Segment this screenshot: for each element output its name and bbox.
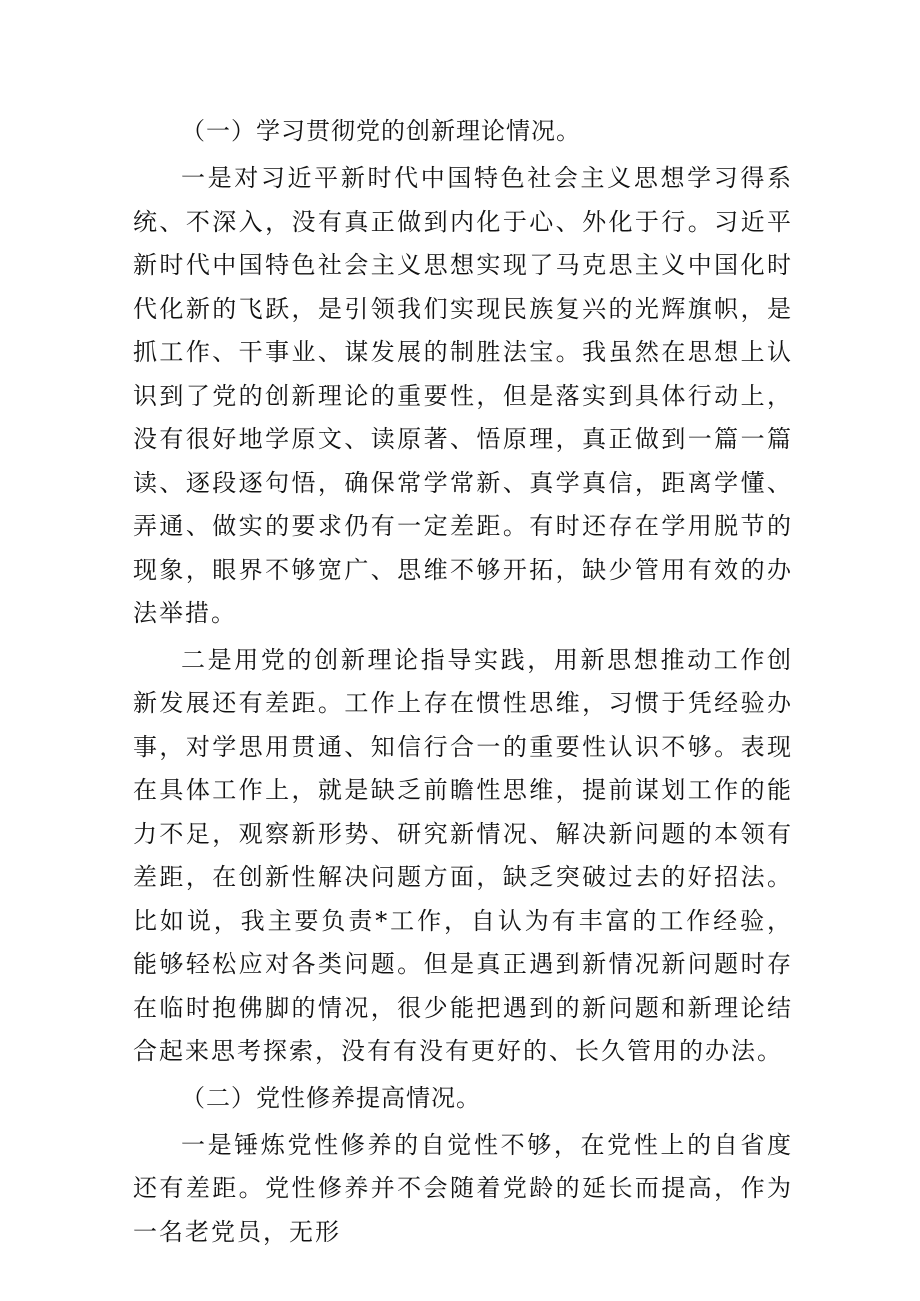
- section-heading-2: （二）党性修养提高情况。: [181, 1083, 481, 1112]
- document-page: [133, 110, 793, 1257]
- section-heading-1: （一）学习贯彻党的创新理论情况。: [181, 117, 581, 145]
- paragraph-3: 一是锤炼党性修养的自觉性不够，在党性上的自省度还有差距。党性修养并不会随着党龄的延长而提高，作为一名老党员，无形: [133, 1130, 793, 1246]
- paragraph-1: 一是对习近平新时代中国特色社会主义思想学习得系统、不深入，没有真正做到内化于心、外化于行。习近平新时代中国特色社会主义思想实现了马克思主义中国化时代化新的飞跃，是引领我们实现民族复兴的光辉旗帜，是抓工作、干事业、谋发展的制胜法宝。我虽然在思想上认识到了党的创新理论的重要性，但是落实到具体行动上，没有很好地学原文、读原著、悟原理，真正做到一篇一篇读、逐段逐句悟，确保常学常新、真学真信，距离学懂、弄通、做实的要求仍有一定差距。有时还存在学用脱节的现象，眼界不够宽广、思维不够开拓，缺少管用有效的办法举措。: [133, 164, 793, 627]
- paragraph-2: 二是用党的创新理论指导实践，用新思想推动工作创新发展还有差距。工作上存在惯性思维，习惯于凭经验办事，对学思用贯通、知信行合一的重要性认识不够。表现在具体工作上，就是缺乏前瞻性思维，提前谋划工作的能力不足，观察新形势、研究新情况、解决新问题的本领有差距，在创新性解决问题方面，缺乏突破过去的好招法。比如说，我主要负责*工作，自认为有丰富的工作经验，能够轻松应对各类问题。但是真正遇到新情况新问题时存在临时抱佛脚的情况，很少能把遇到的新问题和新理论结合起来思考探索，没有有没有更好的、长久管用的办法。: [133, 645, 793, 1065]
